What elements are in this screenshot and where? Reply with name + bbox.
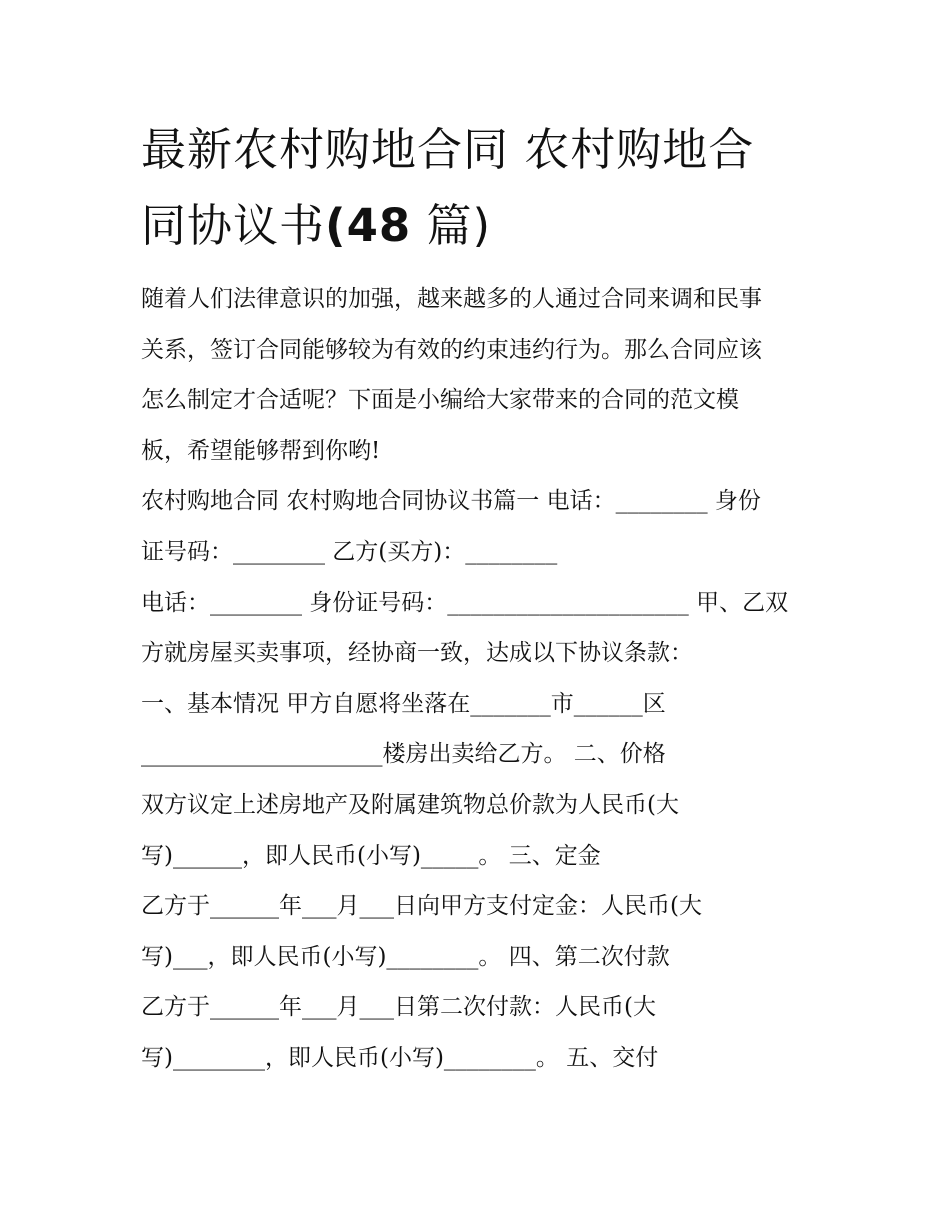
document-title bbox=[141, 112, 821, 264]
body-line: 怎么制定才合适呢？下面是小编给大家带来的合同的范文模 bbox=[141, 387, 739, 414]
body-line: 随着人们法律意识的加强，越来越多的人通过合同来调和民事 bbox=[141, 286, 762, 312]
body-line: 写)______，即人民币(小写)_____。 三、定金 bbox=[141, 842, 601, 869]
body-line: 一、基本情况 甲方自愿将坐落在_______市______区 bbox=[141, 690, 666, 717]
body-line: 板，希望能够帮到你哟! bbox=[141, 437, 381, 464]
body-line: 写)___，即人民币(小写)________。 四、第二次付款 bbox=[141, 943, 670, 970]
document-page bbox=[141, 112, 821, 1084]
body-line: 关系，签订合同能够较为有效的约束违约行为。那么合同应该 bbox=[141, 336, 762, 363]
body-line: _____________________楼房出卖给乙方。 二、价格 bbox=[141, 741, 666, 768]
document-body bbox=[141, 274, 821, 1084]
title-line-2-count: (48 bbox=[325, 199, 412, 252]
body-line: 双方议定上述房地产及附属建筑物总价款为人民币(大 bbox=[141, 791, 679, 818]
body-line: 乙方于______年___月___日向甲方支付定金：人民币(大 bbox=[141, 893, 702, 920]
title-line-1: 最新农村购地合同 农村购地合 bbox=[141, 123, 755, 176]
body-line: 电话：________ 身份证号码：_____________________ 甲、乙双 bbox=[141, 589, 789, 616]
body-line: 农村购地合同 农村购地合同协议书篇一 电话：________ 身份 bbox=[141, 488, 761, 515]
title-line-2 bbox=[141, 188, 821, 264]
body-line: 写)________，即人民币(小写)________。 五、交付 bbox=[141, 1044, 659, 1071]
body-line: 乙方于______年___月___日第二次付款：人民币(大 bbox=[141, 994, 656, 1021]
body-line: 方就房屋买卖事项，经协商一致，达成以下协议条款： bbox=[141, 640, 693, 667]
title-line-2-tail: 篇) bbox=[426, 199, 492, 252]
title-line-2-text: 同协议书 bbox=[141, 199, 326, 252]
body-line: 证号码：________ 乙方(买方)：________ bbox=[141, 538, 558, 565]
